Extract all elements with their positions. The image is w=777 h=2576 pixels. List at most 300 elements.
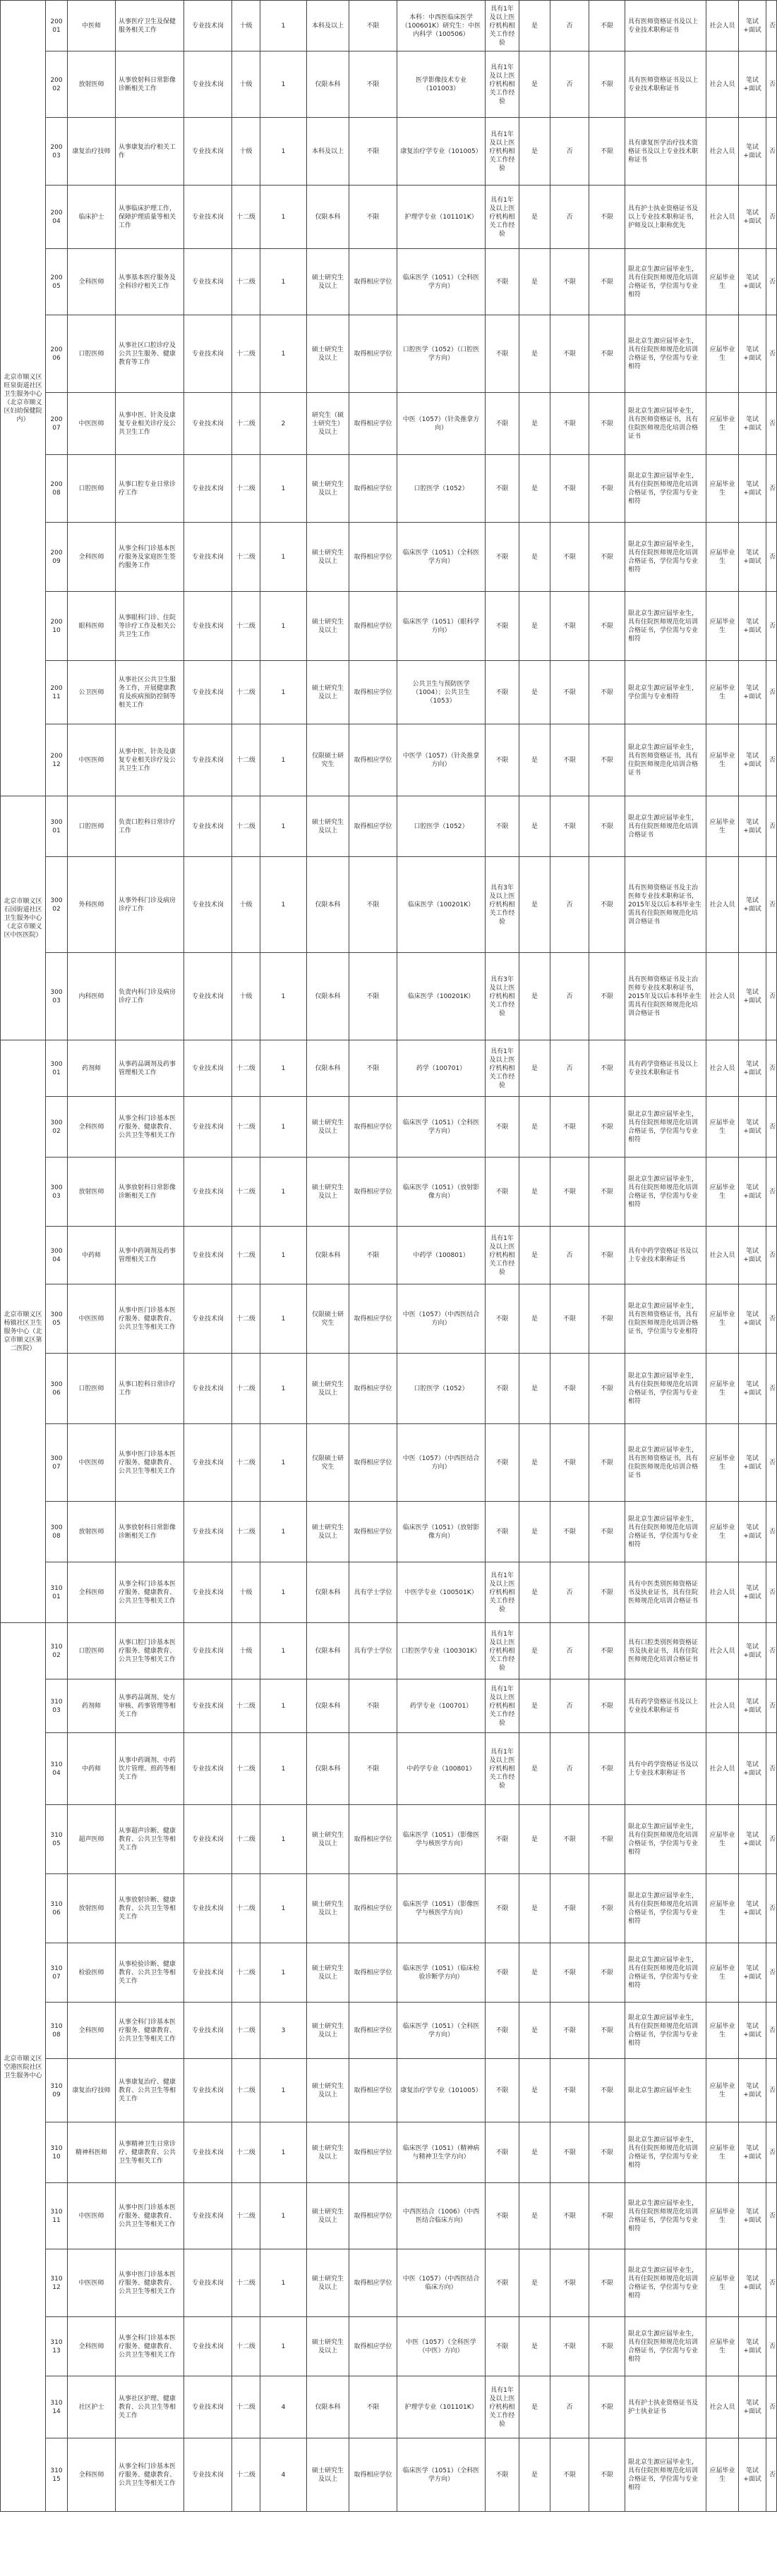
duty-cell: 从事全科门诊基本医疗服务、健康教育、公共卫生等相关工作 <box>116 2317 184 2376</box>
table-row <box>1 1354 777 1424</box>
other-cell: 不限 <box>486 1424 519 1502</box>
other-cell: 不限 <box>486 315 519 393</box>
cond-cell: 限北京生源应届毕业生，具有住院医师规范化培训合格证书，学位需与专业相符 <box>625 1097 706 1158</box>
num-cell: 1 <box>260 2183 307 2249</box>
table-row <box>1 2438 777 2512</box>
exam-cell: 笔试+面试 <box>739 1805 766 1874</box>
degree-cell: 取得相应学位 <box>349 2122 397 2183</box>
scope-cell: 应届毕业生 <box>706 2059 739 2122</box>
degree-cell: 不限 <box>349 857 397 953</box>
other-cell: 不限 <box>486 2438 519 2512</box>
policy-cell: 是 <box>519 186 550 249</box>
name-cell: 口腔医师 <box>68 796 116 857</box>
table-row <box>1 1097 777 1158</box>
exam-cell: 笔试+面试 <box>739 1943 766 2003</box>
other-cell: 具有1年及以上医疗机构相关工作经验 <box>486 1623 519 1679</box>
level-cell: 十二级 <box>232 315 260 393</box>
name-cell: 康复治疗技师 <box>68 2059 116 2122</box>
cond-cell: 限北京生源应届毕业生，具有住院医师规范化培训合格证书，学位需与专业相符 <box>625 1943 706 2003</box>
scope-cell: 应届毕业生 <box>706 249 739 315</box>
policy-cell: 是 <box>519 523 550 592</box>
degree-cell: 取得相应学位 <box>349 661 397 724</box>
level-cell: 十二级 <box>232 1733 260 1805</box>
level-cell: 十二级 <box>232 2376 260 2438</box>
name-cell: 外科医师 <box>68 857 116 953</box>
other-cell: 不限 <box>486 523 519 592</box>
scope-cell: 应届毕业生 <box>706 2122 739 2183</box>
edu-cell: 仅限本科 <box>307 2376 349 2438</box>
type-cell: 专业技术岗 <box>184 1040 232 1097</box>
code-cell: 20010 <box>46 592 68 661</box>
edu-cell: 硕士研究生及以上 <box>307 523 349 592</box>
code-cell: 30005 <box>46 1284 68 1354</box>
ratio-cell: 不限 <box>589 1805 625 1874</box>
nonbj-cell: 否 <box>550 118 589 186</box>
nonbj-cell: 不限 <box>550 1354 589 1424</box>
name-cell: 放射医师 <box>68 51 116 118</box>
cond-cell: 限北京生源应届毕业生，具有医师资格证书，具有住院医师规范化培训合格证书 <box>625 724 706 796</box>
level-cell: 十二级 <box>232 1874 260 1943</box>
name-cell: 口腔医师 <box>68 315 116 393</box>
ratio-cell: 不限 <box>589 455 625 523</box>
scope-cell: 应届毕业生 <box>706 1502 739 1562</box>
table-row <box>1 455 777 523</box>
policy-cell: 是 <box>519 1805 550 1874</box>
policy-cell: 是 <box>519 2438 550 2512</box>
table-row <box>1 1158 777 1227</box>
rem-cell: 否 <box>766 1502 777 1562</box>
duty-cell: 从事药品调剂、处方审核、药事管理等相关工作 <box>116 1679 184 1733</box>
name-cell: 中医师 <box>68 1 116 51</box>
edu-cell: 仅限本科 <box>307 953 349 1040</box>
duty-cell: 从事中药调剂、中药饮片管理、煎药等相关工作 <box>116 1733 184 1805</box>
duty-cell: 从事精神卫生日常诊疗、健康教育、公共卫生等相关工作 <box>116 2122 184 2183</box>
cond-cell: 具有医师资格证书及主治医师专业技术职称证书，2015年及以后本科毕业生需具有住院医师规范化培训合格证书 <box>625 857 706 953</box>
cond-cell: 限北京生源应届毕业生，具有住院医师规范化培训合格证书，学位需与专业相符 <box>625 249 706 315</box>
type-cell: 专业技术岗 <box>184 2249 232 2317</box>
table-row <box>1 2003 777 2059</box>
exam-cell: 笔试+面试 <box>739 1733 766 1805</box>
duty-cell: 从事基本医疗服务及全科诊疗相关工作 <box>116 249 184 315</box>
cond-cell: 限北京生源应届毕业生，具有住院医师规范化培训合格证书，学位需与专业相符 <box>625 1874 706 1943</box>
level-cell: 十二级 <box>232 1424 260 1502</box>
edu-cell: 硕士研究生及以上 <box>307 2317 349 2376</box>
nonbj-cell: 不限 <box>550 1874 589 1943</box>
table-row <box>1 315 777 393</box>
code-cell: 20007 <box>46 393 68 455</box>
degree-cell: 具有学士学位 <box>349 1623 397 1679</box>
major-cell: 中医（1057）（中西医结合临床方向） <box>397 2249 486 2317</box>
other-cell: 不限 <box>486 2183 519 2249</box>
ratio-cell: 不限 <box>589 315 625 393</box>
edu-cell: 本科及以上 <box>307 1 349 51</box>
type-cell: 专业技术岗 <box>184 315 232 393</box>
duty-cell: 从事中医门诊基本医疗服务、健康教育、公共卫生等相关工作 <box>116 1424 184 1502</box>
num-cell: 1 <box>260 1623 307 1679</box>
other-cell: 具有1年及以上医疗机构相关工作经验 <box>486 1227 519 1284</box>
other-cell: 不限 <box>486 1805 519 1874</box>
other-cell: 不限 <box>486 661 519 724</box>
rem-cell: 否 <box>766 1943 777 2003</box>
exam-cell: 笔试+面试 <box>739 523 766 592</box>
scope-cell: 社会人员 <box>706 1 739 51</box>
duty-cell: 从事中医、针灸及康复专业相关诊疗及公共卫生工作 <box>116 393 184 455</box>
duty-cell: 从事中医门诊基本医疗服务、健康教育、公共卫生等相关工作 <box>116 2249 184 2317</box>
name-cell: 公卫医师 <box>68 661 116 724</box>
level-cell: 十二级 <box>232 2122 260 2183</box>
edu-cell: 仅限硕士研究生 <box>307 724 349 796</box>
degree-cell: 不限 <box>349 1 397 51</box>
major-cell: 中医学（1057）（针灸推拿方向） <box>397 724 486 796</box>
cond-cell: 具有康复医学治疗技术资格证书及以上专业技术职称证书 <box>625 118 706 186</box>
name-cell: 检验医师 <box>68 1943 116 2003</box>
num-cell: 1 <box>260 1 307 51</box>
rem-cell: 否 <box>766 796 777 857</box>
policy-cell: 是 <box>519 2317 550 2376</box>
rem-cell: 否 <box>766 1733 777 1805</box>
table-row <box>1 1502 777 1562</box>
edu-cell: 仅限硕士研究生 <box>307 1284 349 1354</box>
major-cell: 临床医学（1051）（全科医学方向） <box>397 1097 486 1158</box>
policy-cell: 是 <box>519 2376 550 2438</box>
table-row <box>1 953 777 1040</box>
degree-cell: 取得相应学位 <box>349 592 397 661</box>
scope-cell: 应届毕业生 <box>706 1158 739 1227</box>
exam-cell: 笔试+面试 <box>739 186 766 249</box>
policy-cell: 是 <box>519 592 550 661</box>
nonbj-cell: 否 <box>550 1562 589 1623</box>
code-cell: 31015 <box>46 2438 68 2512</box>
ratio-cell: 不限 <box>589 1874 625 1943</box>
table-row <box>1 51 777 118</box>
table-row <box>1 1227 777 1284</box>
rem-cell: 否 <box>766 2317 777 2376</box>
major-cell: 口腔医学（1052） <box>397 455 486 523</box>
major-cell: 临床医学（1051）（眼科学方向） <box>397 592 486 661</box>
code-cell: 20001 <box>46 1 68 51</box>
code-cell: 20008 <box>46 455 68 523</box>
exam-cell: 笔试+面试 <box>739 1874 766 1943</box>
duty-cell: 从事眼科门诊、住院等诊疗工作及相关公共卫生工作 <box>116 592 184 661</box>
cond-cell: 限北京生源应届毕业生，具有住院医师规范化培训合格证书，学位需与专业相符 <box>625 2122 706 2183</box>
name-cell: 放射医师 <box>68 1502 116 1562</box>
policy-cell: 是 <box>519 393 550 455</box>
policy-cell: 是 <box>519 1158 550 1227</box>
degree-cell: 取得相应学位 <box>349 523 397 592</box>
cond-cell: 限北京生源应届毕业生，具有医师资格证书，具有住院医师规范化培训合格证书 <box>625 1424 706 1502</box>
nonbj-cell: 不限 <box>550 2438 589 2512</box>
edu-cell: 仅限本科 <box>307 1733 349 1805</box>
major-cell: 临床医学（100201K） <box>397 953 486 1040</box>
other-cell: 不限 <box>486 455 519 523</box>
ratio-cell: 不限 <box>589 2249 625 2317</box>
nonbj-cell: 否 <box>550 1623 589 1679</box>
cond-cell: 限北京生源应届毕业生，具有住院医师规范化培训合格证书，学位需与专业相符 <box>625 523 706 592</box>
type-cell: 专业技术岗 <box>184 2003 232 2059</box>
table-row <box>1 1874 777 1943</box>
rem-cell: 否 <box>766 1 777 51</box>
duty-cell: 从事中医门诊基本医疗服务、健康教育、公共卫生等相关工作 <box>116 1284 184 1354</box>
level-cell: 十二级 <box>232 1805 260 1874</box>
rem-cell: 否 <box>766 1623 777 1679</box>
degree-cell: 取得相应学位 <box>349 1874 397 1943</box>
level-cell: 十二级 <box>232 2003 260 2059</box>
other-cell: 具有1年及以上医疗机构相关工作经验 <box>486 1679 519 1733</box>
ratio-cell: 不限 <box>589 1502 625 1562</box>
edu-cell: 仅限本科 <box>307 857 349 953</box>
policy-cell: 是 <box>519 51 550 118</box>
type-cell: 专业技术岗 <box>184 1097 232 1158</box>
num-cell: 1 <box>260 592 307 661</box>
duty-cell: 从事社区公共卫生服务工作，开展健康教育及疾病预防控制等相关工作 <box>116 661 184 724</box>
name-cell: 中医医师 <box>68 393 116 455</box>
table-row <box>1 393 777 455</box>
other-cell: 具有1年及以上医疗机构相关工作经验 <box>486 1562 519 1623</box>
cond-cell: 限北京生源应届毕业生，具有住院医师规范化培训合格证书，学位需与专业相符 <box>625 2438 706 2512</box>
table-row <box>1 1284 777 1354</box>
edu-cell: 仅限硕士研究生 <box>307 1424 349 1502</box>
type-cell: 专业技术岗 <box>184 1284 232 1354</box>
nonbj-cell: 不限 <box>550 1158 589 1227</box>
num-cell: 1 <box>260 1943 307 2003</box>
table-body <box>1 1 777 2512</box>
scope-cell: 应届毕业生 <box>706 1284 739 1354</box>
nonbj-cell: 否 <box>550 953 589 1040</box>
ratio-cell: 不限 <box>589 2059 625 2122</box>
num-cell: 1 <box>260 1562 307 1623</box>
name-cell: 眼科医师 <box>68 592 116 661</box>
degree-cell: 取得相应学位 <box>349 1805 397 1874</box>
name-cell: 中药师 <box>68 1733 116 1805</box>
name-cell: 放射医师 <box>68 1158 116 1227</box>
cond-cell: 具有药学资格证书及以上专业技术职称证书 <box>625 1679 706 1733</box>
duty-cell: 从事康复治疗相关工作 <box>116 118 184 186</box>
table-row <box>1 2376 777 2438</box>
ratio-cell: 不限 <box>589 1733 625 1805</box>
scope-cell: 应届毕业生 <box>706 1943 739 2003</box>
cond-cell: 限北京生源应届毕业生，具有住院医师规范化培训合格证书，学位需与专业相符 <box>625 1502 706 1562</box>
nonbj-cell: 否 <box>550 2376 589 2438</box>
name-cell: 中医医师 <box>68 1424 116 1502</box>
ratio-cell: 不限 <box>589 1040 625 1097</box>
table-row <box>1 1424 777 1502</box>
type-cell: 专业技术岗 <box>184 393 232 455</box>
num-cell: 1 <box>260 1502 307 1562</box>
policy-cell: 是 <box>519 1562 550 1623</box>
rem-cell: 否 <box>766 1562 777 1623</box>
scope-cell: 社会人员 <box>706 2376 739 2438</box>
code-cell: 20005 <box>46 249 68 315</box>
code-cell: 31002 <box>46 1623 68 1679</box>
name-cell: 临床护士 <box>68 186 116 249</box>
num-cell: 1 <box>260 1679 307 1733</box>
num-cell: 1 <box>260 315 307 393</box>
level-cell: 十二级 <box>232 2059 260 2122</box>
exam-cell: 笔试+面试 <box>739 51 766 118</box>
duty-cell: 从事检验诊断、健康教育、公共卫生等相关工作 <box>116 1943 184 2003</box>
rem-cell: 否 <box>766 1874 777 1943</box>
num-cell: 1 <box>260 857 307 953</box>
degree-cell: 取得相应学位 <box>349 2249 397 2317</box>
type-cell: 专业技术岗 <box>184 1502 232 1562</box>
degree-cell: 取得相应学位 <box>349 249 397 315</box>
exam-cell: 笔试+面试 <box>739 118 766 186</box>
major-cell: 本科：中西医临床医学（100601K）研究生：中医内科学（100506） <box>397 1 486 51</box>
rem-cell: 否 <box>766 2376 777 2438</box>
cond-cell: 具有中药学资格证书及以上专业技术职称证书 <box>625 1227 706 1284</box>
rem-cell: 否 <box>766 118 777 186</box>
ratio-cell: 不限 <box>589 953 625 1040</box>
policy-cell: 是 <box>519 953 550 1040</box>
nonbj-cell: 不限 <box>550 2059 589 2122</box>
duty-cell: 从事放射科日常影像诊断相关工作 <box>116 51 184 118</box>
rem-cell: 否 <box>766 661 777 724</box>
level-cell: 十二级 <box>232 2317 260 2376</box>
name-cell: 放射医师 <box>68 1874 116 1943</box>
exam-cell: 笔试+面试 <box>739 1502 766 1562</box>
duty-cell: 从事外科门诊及病房诊疗工作 <box>116 857 184 953</box>
rem-cell: 否 <box>766 1805 777 1874</box>
edu-cell: 硕士研究生及以上 <box>307 1097 349 1158</box>
level-cell: 十级 <box>232 1 260 51</box>
cond-cell: 限北京生源应届毕业生，具有医师资格证书，具有住院医师规范化培训合格证书，学位需与专业相符 <box>625 1284 706 1354</box>
policy-cell: 是 <box>519 1623 550 1679</box>
name-cell: 内科医师 <box>68 953 116 1040</box>
scope-cell: 应届毕业生 <box>706 523 739 592</box>
rem-cell: 否 <box>766 1679 777 1733</box>
other-cell: 不限 <box>486 2122 519 2183</box>
exam-cell: 笔试+面试 <box>739 1679 766 1733</box>
scope-cell: 应届毕业生 <box>706 2317 739 2376</box>
rem-cell: 否 <box>766 1227 777 1284</box>
exam-cell: 笔试+面试 <box>739 1284 766 1354</box>
scope-cell: 社会人员 <box>706 1623 739 1679</box>
level-cell: 十级 <box>232 1623 260 1679</box>
level-cell: 十二级 <box>232 1097 260 1158</box>
num-cell: 1 <box>260 523 307 592</box>
code-cell: 31012 <box>46 2249 68 2317</box>
other-cell: 不限 <box>486 2249 519 2317</box>
rem-cell: 否 <box>766 1158 777 1227</box>
cond-cell: 限北京生源应届毕业生，具有住院医师规范化培训合格证书，学位需与专业相符 <box>625 2183 706 2249</box>
name-cell: 全科医师 <box>68 249 116 315</box>
scope-cell: 社会人员 <box>706 51 739 118</box>
scope-cell: 应届毕业生 <box>706 796 739 857</box>
code-cell: 30001 <box>46 1040 68 1097</box>
policy-cell: 是 <box>519 2249 550 2317</box>
ratio-cell: 不限 <box>589 1562 625 1623</box>
ratio-cell: 不限 <box>589 1354 625 1424</box>
unit-name-cell: 北京市顺义区石园街道社区卫生服务中心（北京市顺义区中医医院） <box>1 796 46 1040</box>
nonbj-cell: 否 <box>550 1040 589 1097</box>
code-cell: 31004 <box>46 1733 68 1805</box>
rem-cell: 否 <box>766 2059 777 2122</box>
policy-cell: 是 <box>519 315 550 393</box>
table-row <box>1 724 777 796</box>
duty-cell: 从事口腔专业日常诊疗工作 <box>116 455 184 523</box>
num-cell: 4 <box>260 2376 307 2438</box>
exam-cell: 笔试+面试 <box>739 724 766 796</box>
type-cell: 专业技术岗 <box>184 724 232 796</box>
table-row <box>1 1623 777 1679</box>
num-cell: 4 <box>260 2438 307 2512</box>
degree-cell: 具有学士学位 <box>349 1562 397 1623</box>
scope-cell: 社会人员 <box>706 186 739 249</box>
degree-cell: 取得相应学位 <box>349 315 397 393</box>
cond-cell: 限北京生源应届毕业生 <box>625 2059 706 2122</box>
degree-cell: 取得相应学位 <box>349 1502 397 1562</box>
edu-cell: 仅限本科 <box>307 1562 349 1623</box>
scope-cell: 应届毕业生 <box>706 2003 739 2059</box>
name-cell: 全科医师 <box>68 2003 116 2059</box>
rem-cell: 否 <box>766 393 777 455</box>
edu-cell: 硕士研究生及以上 <box>307 455 349 523</box>
ratio-cell: 不限 <box>589 1227 625 1284</box>
nonbj-cell: 否 <box>550 51 589 118</box>
policy-cell: 是 <box>519 1943 550 2003</box>
other-cell: 不限 <box>486 1097 519 1158</box>
nonbj-cell: 不限 <box>550 2317 589 2376</box>
exam-cell: 笔试+面试 <box>739 249 766 315</box>
degree-cell: 不限 <box>349 186 397 249</box>
level-cell: 十二级 <box>232 2249 260 2317</box>
policy-cell: 是 <box>519 2059 550 2122</box>
name-cell: 中医医师 <box>68 724 116 796</box>
degree-cell: 取得相应学位 <box>349 2438 397 2512</box>
num-cell: 1 <box>260 953 307 1040</box>
level-cell: 十二级 <box>232 186 260 249</box>
edu-cell: 硕士研究生及以上 <box>307 592 349 661</box>
cond-cell: 限北京生源应届毕业生，具有住院医师规范化培训合格证书，学位需与专业相符 <box>625 592 706 661</box>
num-cell: 1 <box>260 796 307 857</box>
major-cell: 中药学（100801） <box>397 1227 486 1284</box>
degree-cell: 不限 <box>349 1040 397 1097</box>
unit-name-cell: 北京市顺义区空港医院社区卫生服务中心 <box>1 1623 46 2512</box>
scope-cell: 应届毕业生 <box>706 315 739 393</box>
rem-cell: 否 <box>766 1040 777 1097</box>
other-cell: 具有3年及以上医疗机构相关工作经验 <box>486 953 519 1040</box>
degree-cell: 不限 <box>349 118 397 186</box>
nonbj-cell: 不限 <box>550 455 589 523</box>
exam-cell: 笔试+面试 <box>739 1040 766 1097</box>
nonbj-cell: 不限 <box>550 1284 589 1354</box>
table-row <box>1 1679 777 1733</box>
name-cell: 中医医师 <box>68 2183 116 2249</box>
type-cell: 专业技术岗 <box>184 523 232 592</box>
num-cell: 1 <box>260 1227 307 1284</box>
code-cell: 30006 <box>46 1354 68 1424</box>
exam-cell: 笔试+面试 <box>739 455 766 523</box>
type-cell: 专业技术岗 <box>184 1354 232 1424</box>
type-cell: 专业技术岗 <box>184 1805 232 1874</box>
exam-cell: 笔试+面试 <box>739 661 766 724</box>
exam-cell: 笔试+面试 <box>739 1 766 51</box>
num-cell: 1 <box>260 1158 307 1227</box>
major-cell: 临床医学（1051）（全科医学方向） <box>397 249 486 315</box>
other-cell: 不限 <box>486 249 519 315</box>
ratio-cell: 不限 <box>589 2003 625 2059</box>
other-cell: 具有1年及以上医疗机构相关工作经验 <box>486 1 519 51</box>
ratio-cell: 不限 <box>589 2438 625 2512</box>
name-cell: 中医医师 <box>68 1284 116 1354</box>
code-cell: 31010 <box>46 2122 68 2183</box>
major-cell: 临床医学（1051）（放射影像方向） <box>397 1158 486 1227</box>
cond-cell: 限北京生源应届毕业生，具有住院医师规范化培训合格证书，学位需与专业相符 <box>625 315 706 393</box>
num-cell: 1 <box>260 1805 307 1874</box>
type-cell: 专业技术岗 <box>184 2059 232 2122</box>
degree-cell: 取得相应学位 <box>349 2183 397 2249</box>
cond-cell: 具有医师资格证书及以上专业技术职称证书 <box>625 51 706 118</box>
